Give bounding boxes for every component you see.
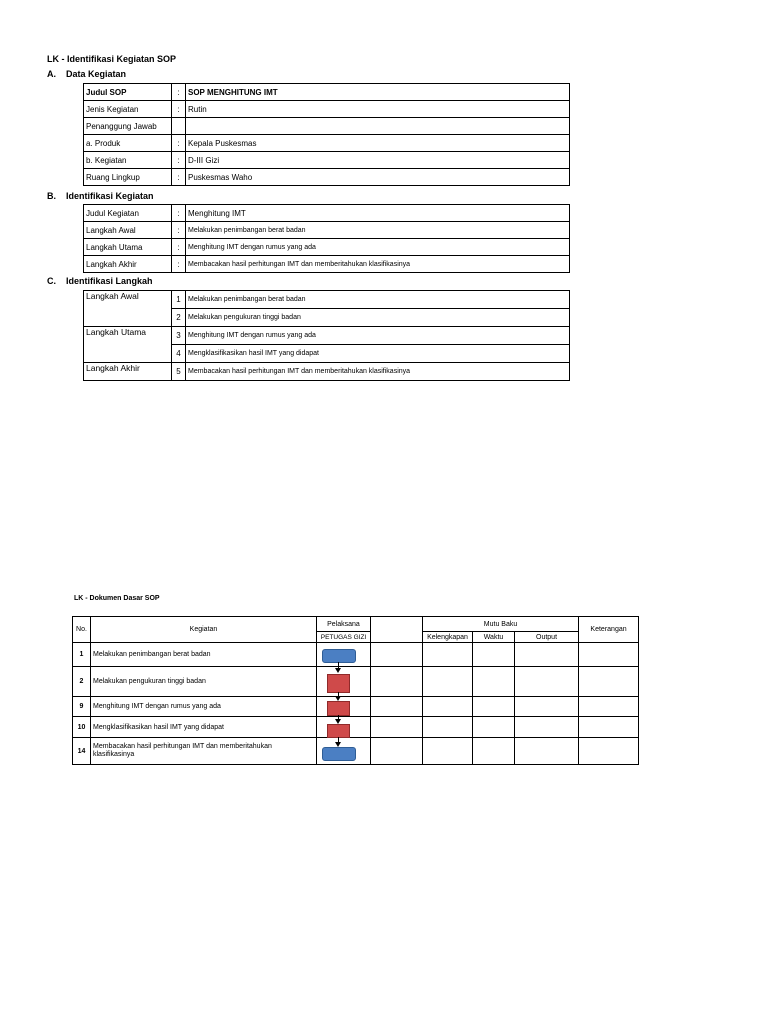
header-pelaksana: Pelaksana	[317, 617, 371, 632]
header-keterangan: Keterangan	[579, 617, 639, 643]
dokumen-title: LK - Dokumen Dasar SOP	[74, 595, 160, 602]
row-colon: :	[172, 222, 186, 239]
row-no: 9	[73, 697, 91, 717]
row-value: Rutin	[186, 101, 570, 118]
row-value: Melakukan penimbangan berat badan	[186, 222, 570, 239]
row-colon: :	[172, 135, 186, 152]
section-c-label: Identifikasi Langkah	[66, 276, 153, 286]
row-label: Judul SOP	[84, 84, 172, 101]
row-colon: :	[172, 169, 186, 186]
step-text: Mengklasifikasikan hasil IMT yang didapat	[186, 345, 570, 363]
header-petugas-gizi: PETUGAS GIZI	[317, 632, 371, 643]
table-row	[84, 327, 570, 345]
row-value: Puskesmas Waho	[186, 169, 570, 186]
row-kegiatan: Melakukan pengukuran tinggi badan	[91, 667, 317, 697]
table-row	[84, 118, 570, 135]
row-label: Ruang Lingkup	[84, 169, 172, 186]
row-label: Langkah Akhir	[84, 256, 172, 273]
terminator-start-shape	[322, 649, 356, 663]
row-kegiatan: Menghitung IMT dengan rumus yang ada	[91, 697, 317, 717]
row-label: Langkah Utama	[84, 239, 172, 256]
section-b-letter: B.	[47, 191, 56, 201]
step-number: 2	[172, 309, 186, 327]
table-row	[84, 152, 570, 169]
section-b-label: Identifikasi Kegiatan	[66, 191, 154, 201]
table-row	[84, 205, 570, 222]
row-value: Menghitung IMT	[186, 205, 570, 222]
row-no: 2	[73, 667, 91, 697]
dokumen-dasar-sop-table	[72, 616, 639, 765]
row-kegiatan: Membacakan hasil perhitungan IMT dan memberitahukan klasifikasinya	[91, 738, 317, 765]
step-number: 4	[172, 345, 186, 363]
process-shape	[327, 701, 350, 716]
row-kegiatan: Melakukan penimbangan berat badan	[91, 643, 317, 667]
section-a-label: Data Kegiatan	[66, 69, 127, 79]
row-kegiatan: Mengklasifikasikan hasil IMT yang didapat	[91, 717, 317, 738]
row-label: b. Kegiatan	[84, 152, 172, 169]
table-row	[84, 84, 570, 101]
process-shape	[327, 674, 350, 693]
step-number: 1	[172, 291, 186, 309]
table-row	[84, 239, 570, 256]
row-label: a. Produk	[84, 135, 172, 152]
row-label: Judul Kegiatan	[84, 205, 172, 222]
group-label-utama: Langkah Utama	[84, 327, 172, 363]
row-no: 1	[73, 643, 91, 667]
table-row	[84, 256, 570, 273]
identifikasi-langkah-table	[83, 290, 570, 381]
table-row	[73, 697, 639, 717]
row-colon: :	[172, 84, 186, 101]
table-row	[84, 363, 570, 381]
page-title: LK - Identifikasi Kegiatan SOP	[47, 54, 177, 64]
step-number: 5	[172, 363, 186, 381]
step-text: Melakukan penimbangan berat badan	[186, 291, 570, 309]
step-text: Membacakan hasil perhitungan IMT dan memberitahukan klasifikasinya	[186, 363, 570, 381]
row-colon: :	[172, 101, 186, 118]
row-no: 14	[73, 738, 91, 765]
table-row	[84, 169, 570, 186]
section-a-letter: A.	[47, 69, 56, 79]
row-colon	[172, 118, 186, 135]
table-row	[73, 667, 639, 697]
data-kegiatan-table	[83, 83, 570, 186]
row-colon: :	[172, 256, 186, 273]
row-colon: :	[172, 152, 186, 169]
header-waktu: Waktu	[473, 632, 515, 643]
row-value: SOP MENGHITUNG IMT	[186, 84, 570, 101]
table-row	[84, 291, 570, 309]
step-number: 3	[172, 327, 186, 345]
section-c-letter: C.	[47, 276, 56, 286]
table-row	[84, 101, 570, 118]
row-value: D-III Gizi	[186, 152, 570, 169]
process-shape	[327, 724, 350, 738]
group-label-akhir: Langkah Akhir	[84, 363, 172, 381]
row-no: 10	[73, 717, 91, 738]
row-value: Membacakan hasil perhitungan IMT dan memberitahukan klasifikasinya	[186, 256, 570, 273]
terminator-end-shape	[322, 747, 356, 761]
header-kegiatan: Kegiatan	[91, 617, 317, 643]
header-mutu-baku: Mutu Baku	[423, 617, 579, 632]
row-value: Menghitung IMT dengan rumus yang ada	[186, 239, 570, 256]
row-label: Penanggung Jawab	[84, 118, 172, 135]
header-no: No.	[73, 617, 91, 643]
table-header-row	[73, 617, 639, 632]
row-label: Langkah Awal	[84, 222, 172, 239]
table-row	[84, 135, 570, 152]
row-value: Kepala Puskesmas	[186, 135, 570, 152]
row-value	[186, 118, 570, 135]
step-text: Melakukan pengukuran tinggi badan	[186, 309, 570, 327]
identifikasi-kegiatan-table	[83, 204, 570, 273]
table-row	[73, 717, 639, 738]
arrow-down-icon	[335, 668, 341, 673]
header-output: Output	[515, 632, 579, 643]
row-label: Jenis Kegiatan	[84, 101, 172, 118]
header-empty	[371, 617, 423, 643]
row-colon: :	[172, 239, 186, 256]
step-text: Menghitung IMT dengan rumus yang ada	[186, 327, 570, 345]
header-kelengkapan: Kelengkapan	[423, 632, 473, 643]
table-row	[84, 222, 570, 239]
row-colon: :	[172, 205, 186, 222]
group-label-awal: Langkah Awal	[84, 291, 172, 327]
